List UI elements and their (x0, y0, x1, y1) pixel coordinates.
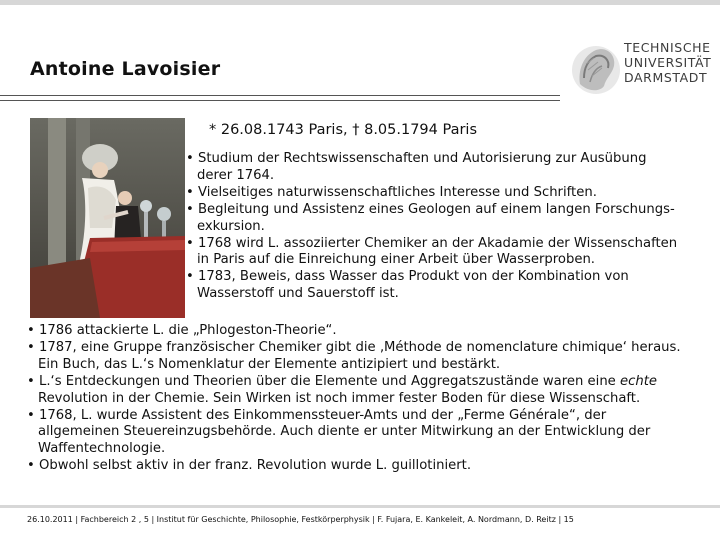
bullet-item (186, 185, 677, 202)
bullet-line: • Obwohl selbst aktiv in der franz. Revolution wurde L. guillotiniert. (27, 458, 472, 474)
bullet-line: • 1768 wird L. assoziierter Chemiker an der Akadamie der Wissenschaften (186, 235, 678, 251)
portrait-painting-icon (30, 118, 185, 318)
slide-title: Antoine Lavoisier (30, 58, 221, 80)
bullet-item (27, 408, 681, 459)
bullet-line: • 1787, eine Gruppe französischer Chemiker gibt die ‚Méthode de nomenclature chimique‘ heraus. (27, 339, 681, 355)
bullet-line: • 1786 attackierte L. die „Phlogeston-Theorie“. (27, 323, 337, 338)
bullet-item (186, 236, 677, 270)
top-band (0, 0, 720, 5)
wordmark-line-3: DARMSTADT (624, 70, 708, 85)
bullet-line: • 1783, Beweis, dass Wasser das Produkt von der Kombination von (186, 269, 629, 285)
title-rule-secondary (0, 100, 560, 101)
bullet-line: • 1768, L. wurde Assistent des Einkommenssteuer-Amts und der „Ferme Générale“, der (27, 407, 607, 423)
bullet-line: • Studium der Rechtswissenschaften und Autorisierung zur Ausübung (186, 151, 647, 166)
bullet-line: • L.‘s Entdeckungen und Theorien über die Elemente und Aggregatszustände waren eine (27, 373, 620, 389)
bullet-item (27, 323, 681, 340)
wordmark-line-1: TECHNISCHE (624, 40, 711, 55)
university-wordmark (624, 40, 711, 85)
footer-band (0, 505, 720, 508)
title-rule (0, 95, 560, 96)
bullet-line: exkursion. (197, 218, 265, 234)
life-dates: * 26.08.1743 Paris, † 8.05.1794 Paris (209, 122, 478, 138)
bullet-item (186, 202, 677, 236)
bullet-line: in Paris auf die Einreichung einer Arbeit über Wasserproben. (197, 252, 595, 268)
bullet-line: Revolution in der Chemie. Sein Wirken ist noch immer fester Boden für diese Wissenschaft. (38, 390, 641, 406)
bullet-list-right (186, 151, 677, 303)
bullet-line: allgemeinen Steuereinzugsbehörde. Auch diente er unter Mitwirkung an der Entwicklung der (38, 424, 651, 440)
bullet-line: • Vielseitiges naturwissenschaftliches Interesse und Schriften. (186, 184, 597, 200)
footer-text: 26.10.2011 | Fachbereich 2 , 5 | Institut für Geschichte, Philosophie, Festkörperphysik | F. Fujara, E. Kankeleit, A. Nordmann, D. Reitz | 15 (27, 515, 574, 524)
bullet-line: Waffentechnologie. (38, 441, 166, 457)
bullet-list-full (27, 323, 681, 475)
bullet-item (186, 269, 677, 303)
bullet-line: Ein Buch, das L.‘s Nomenklatur der Elemente antizipiert und bestärkt. (38, 356, 501, 372)
bullet-line: Wasserstoff und Sauerstoff ist. (197, 286, 399, 302)
bullet-item (27, 340, 681, 374)
bullet-item (27, 374, 681, 408)
bullet-item (27, 458, 681, 475)
bullet-line: • Begleitung und Assistenz eines Geologen auf einem langen Forschungs- (186, 201, 675, 217)
portrait-painting (30, 118, 185, 318)
athena-head-icon (566, 38, 622, 102)
emphasis-text: echte (620, 373, 658, 389)
bullet-line: derer 1764. (197, 167, 275, 183)
bullet-item (186, 151, 677, 185)
wordmark-line-2: UNIVERSITÄT (624, 55, 712, 70)
